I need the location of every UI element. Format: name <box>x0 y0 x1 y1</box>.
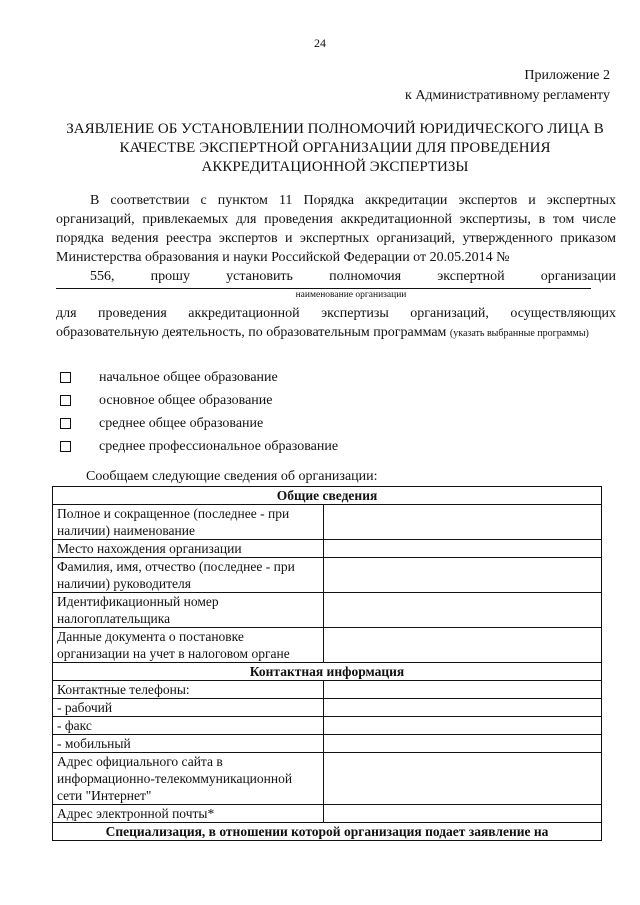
table-row <box>53 753 602 805</box>
annex-line-2: к Административному регламенту <box>405 88 610 103</box>
field-label: - факс <box>53 717 324 735</box>
field-value-cell[interactable] <box>324 593 602 628</box>
field-label: - рабочий <box>53 699 324 717</box>
intro-word: организации <box>540 269 616 284</box>
field-value-cell[interactable] <box>324 805 602 823</box>
program-option[interactable] <box>60 389 338 412</box>
table-section-row <box>53 823 602 841</box>
field-value-cell[interactable] <box>324 735 602 753</box>
field-label: Идентификационный номер налогоплательщика <box>53 593 324 628</box>
table-row <box>53 717 602 735</box>
field-value-cell[interactable] <box>324 699 602 717</box>
table-row <box>53 505 602 540</box>
checkbox-icon[interactable] <box>60 395 71 406</box>
field-label: Фамилия, имя, отчество (последнее - при наличии) руководителя <box>53 558 324 593</box>
table-section-row <box>53 487 602 505</box>
intro-text: В соответствии с пунктом 11 Порядка аккредитации экспертов и экспертных организаций, привлекаемых для проведения аккредитационной экспертизы, в том числе порядка ведения реестра экспертов и экспертных организаций, утвержденного приказом Министерства образования и науки Российской Федерации от 20.05.2014 № <box>56 193 616 265</box>
program-label: начальное общее образование <box>99 369 278 385</box>
field-value-cell[interactable] <box>324 681 602 699</box>
intro-word: установить <box>226 269 293 284</box>
program-option[interactable] <box>60 435 338 458</box>
table-lead-text: Сообщаем следующие сведения об организации: <box>86 469 378 484</box>
field-label: Контактные телефоны: <box>53 681 324 699</box>
program-label: основное общее образование <box>99 392 273 408</box>
field-label: Место нахождения организации <box>53 540 324 558</box>
program-label: среднее профессиональное образование <box>99 438 339 454</box>
table-row <box>53 735 602 753</box>
table-row <box>53 540 602 558</box>
field-label: Адрес официального сайта в информационно-телекоммуникационной сети "Интернет" <box>53 753 324 805</box>
program-checklist <box>60 366 338 458</box>
intro-paragraph <box>56 191 616 286</box>
intro-last-line <box>56 267 616 286</box>
field-label: Полное и сокращенное (последнее - при наличии) наименование <box>53 505 324 540</box>
annex-line-1: Приложение 2 <box>524 68 610 83</box>
table-row <box>53 593 602 628</box>
document-title: ЗАЯВЛЕНИЕ ОБ УСТАНОВЛЕНИИ ПОЛНОМОЧИЙ ЮРИДИЧЕСКОГО ЛИЦА В КАЧЕСТВЕ ЭКСПЕРТНОЙ ОРГАНИЗАЦИИ ДЛЯ ПРОВЕДЕНИЯ АККРЕДИТАЦИОННОЙ ЭКСПЕРТИЗЫ <box>66 121 604 175</box>
field-value-cell[interactable] <box>324 717 602 735</box>
field-label: - мобильный <box>53 735 324 753</box>
field-value-cell[interactable] <box>324 753 602 805</box>
annex-reference <box>405 66 610 106</box>
organization-info-table <box>52 486 602 841</box>
intro-word: прошу <box>150 269 190 284</box>
program-option[interactable] <box>60 412 338 435</box>
purpose-note: (указать выбранные программы) <box>449 328 589 339</box>
purpose-paragraph <box>56 304 616 343</box>
field-label: Адрес электронной почты* <box>53 805 324 823</box>
org-name-caption: наименование организации <box>295 290 407 300</box>
checkbox-icon[interactable] <box>60 441 71 452</box>
table-row <box>53 805 602 823</box>
field-value-cell[interactable] <box>324 505 602 540</box>
table-row <box>53 681 602 699</box>
field-value-cell[interactable] <box>324 628 602 663</box>
specialization-section-header: Специализация, в отношении которой организация подает заявление на <box>53 823 602 841</box>
field-value-cell[interactable] <box>324 540 602 558</box>
program-option[interactable] <box>60 366 338 389</box>
table-row <box>53 628 602 663</box>
intro-word: экспертной <box>437 269 505 284</box>
table-section-row <box>53 663 602 681</box>
table-row <box>53 558 602 593</box>
checkbox-icon[interactable] <box>60 418 71 429</box>
contact-section-header: Контактная информация <box>53 663 602 681</box>
org-name-blank-line[interactable] <box>56 288 591 289</box>
field-value-cell[interactable] <box>324 558 602 593</box>
general-section-header: Общие сведения <box>53 487 602 505</box>
page-number: 24 <box>314 36 326 50</box>
checkbox-icon[interactable] <box>60 372 71 383</box>
intro-word: 556, <box>90 269 115 284</box>
table-row <box>53 699 602 717</box>
purpose-text: для проведения аккредитационной экспертизы организаций, осуществляющих образовательную деятельность, по образовательным программам <box>56 306 616 340</box>
field-label: Данные документа о постановке организации на учет в налоговом органе <box>53 628 324 663</box>
program-label: среднее общее образование <box>99 415 264 431</box>
intro-word: полномочия <box>329 269 402 284</box>
